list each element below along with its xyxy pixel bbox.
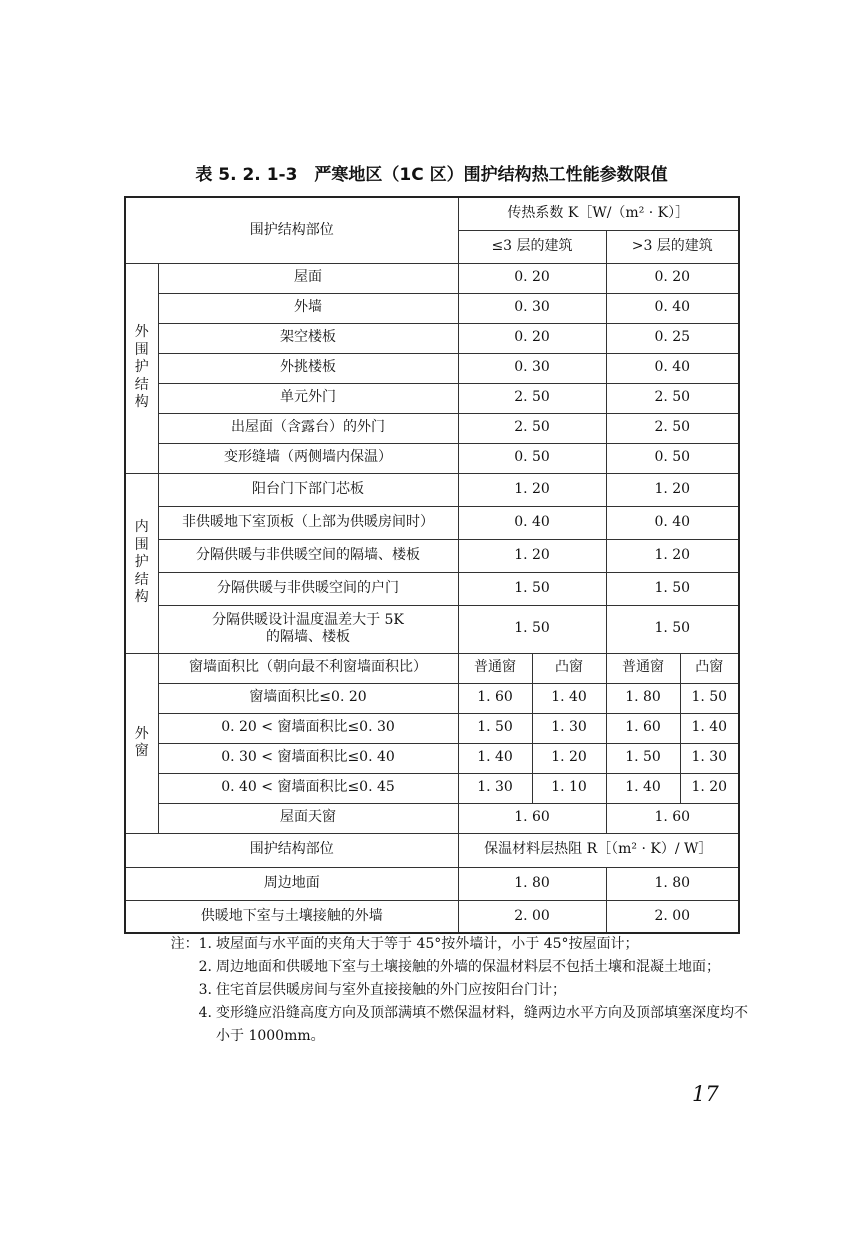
value-cell: 0. 30 — [458, 353, 606, 383]
row-label: 屋面天窗 — [158, 803, 458, 833]
value-cell: 2. 50 — [458, 383, 606, 413]
note-item — [160, 956, 750, 979]
r-header-part-cell: 围护结构部位 — [125, 833, 458, 867]
row-label: 窗墙面积比≤0. 20 — [158, 683, 458, 713]
value-cell: 1. 60 — [606, 713, 680, 743]
value-cell: 1. 40 — [680, 713, 739, 743]
value-cell: 2. 50 — [606, 413, 739, 443]
value-cell: 1. 40 — [532, 683, 606, 713]
value-cell: 1. 60 — [458, 683, 532, 713]
group-inner-envelope: 内 围 护 结 构 — [125, 473, 158, 653]
value-cell: 1. 20 — [606, 473, 739, 506]
value-cell: 1. 50 — [680, 683, 739, 713]
row-label: 周边地面 — [125, 867, 458, 900]
thermal-parameter-table — [124, 196, 740, 934]
note-prefix: 2. — [198, 959, 212, 975]
row-label: 出屋面（含露台）的外门 — [158, 413, 458, 443]
value-cell: 0. 20 — [458, 323, 606, 353]
value-cell: 0. 40 — [606, 506, 739, 539]
note-prefix: 3. — [198, 982, 212, 998]
header-part-cell: 围护结构部位 — [125, 197, 458, 263]
subheader-cell: 普通窗 — [458, 653, 532, 683]
row-label: 外挑楼板 — [158, 353, 458, 383]
group-outer-envelope: 外 围 护 结 构 — [125, 263, 158, 473]
row-label — [158, 605, 458, 653]
row-label-line: 分隔供暖设计温度温差大于 5K — [212, 611, 404, 628]
header-k-cell: 传热系数 K［W/（m² · K）］ — [458, 197, 739, 230]
value-cell: 1. 20 — [458, 539, 606, 572]
note-text: 变形缝应沿缝高度方向及顶部满填不燃保温材料，缝两边水平方向及顶部填塞深度均不小于 1000mm。 — [216, 1005, 748, 1044]
row-label: 架空楼板 — [158, 323, 458, 353]
row-label: 屋面 — [158, 263, 458, 293]
row-label: 非供暖地下室顶板（上部为供暖房间时） — [158, 506, 458, 539]
subheader-cell: 普通窗 — [606, 653, 680, 683]
note-prefix: 注：1. — [170, 936, 212, 952]
value-cell: 1. 20 — [458, 473, 606, 506]
value-cell: 0. 30 — [458, 293, 606, 323]
value-cell: 0. 25 — [606, 323, 739, 353]
value-cell: 1. 40 — [606, 773, 680, 803]
value-cell: 1. 30 — [532, 713, 606, 743]
note-text: 坡屋面与水平面的夹角大于等于 45°按外墙计，小于 45°按屋面计； — [216, 936, 639, 952]
value-cell: 1. 80 — [458, 867, 606, 900]
header-gt3-cell: >3 层的建筑 — [606, 230, 739, 263]
value-cell: 1. 50 — [458, 605, 606, 653]
row-label: 分隔供暖与非供暖空间的隔墙、楼板 — [158, 539, 458, 572]
group-exterior-window: 外 窗 — [125, 653, 158, 833]
row-label: 变形缝墙（两侧墙内保温） — [158, 443, 458, 473]
row-label: 0. 40 < 窗墙面积比≤0. 45 — [158, 773, 458, 803]
value-cell: 1. 50 — [606, 572, 739, 605]
row-label: 分隔供暖与非供暖空间的户门 — [158, 572, 458, 605]
value-cell: 0. 40 — [606, 353, 739, 383]
note-item — [160, 979, 750, 1002]
row-label-line: 的隔墙、楼板 — [266, 629, 350, 645]
value-cell: 2. 00 — [606, 900, 739, 933]
value-cell: 1. 20 — [606, 539, 739, 572]
notes-section — [160, 933, 750, 1048]
value-cell: 0. 20 — [606, 263, 739, 293]
note-text: 周边地面和供暖地下室与土壤接触的外墙的保温材料层不包括土壤和混凝土地面； — [216, 959, 720, 975]
row-label: 0. 20 < 窗墙面积比≤0. 30 — [158, 713, 458, 743]
table-title: 表 5. 2. 1-3 严寒地区（1C 区）围护结构热工性能参数限值 — [195, 165, 668, 185]
value-cell: 1. 20 — [532, 743, 606, 773]
note-prefix: 4. — [198, 1005, 212, 1021]
value-cell: 1. 50 — [606, 743, 680, 773]
page-number: 17 — [692, 1082, 719, 1106]
row-label: 0. 30 < 窗墙面积比≤0. 40 — [158, 743, 458, 773]
row-label: 单元外门 — [158, 383, 458, 413]
value-cell: 1. 50 — [458, 713, 532, 743]
value-cell: 1. 30 — [458, 773, 532, 803]
value-cell: 2. 00 — [458, 900, 606, 933]
value-cell: 1. 50 — [458, 572, 606, 605]
value-cell: 1. 60 — [458, 803, 606, 833]
value-cell: 1. 10 — [532, 773, 606, 803]
subheader-cell: 凸窗 — [532, 653, 606, 683]
note-text: 住宅首层供暖房间与室外直接接触的外门应按阳台门计； — [216, 982, 566, 998]
value-cell: 2. 50 — [606, 383, 739, 413]
r-header-cell: 保温材料层热阻 R［（m² · K）/ W］ — [458, 833, 739, 867]
value-cell: 0. 40 — [458, 506, 606, 539]
value-cell: 1. 80 — [606, 683, 680, 713]
row-label: 外墙 — [158, 293, 458, 323]
row-label: 窗墙面积比（朝向最不利窗墙面积比） — [158, 653, 458, 683]
note-item — [160, 933, 750, 956]
subheader-cell: 凸窗 — [680, 653, 739, 683]
value-cell: 2. 50 — [458, 413, 606, 443]
header-le3-cell: ≤3 层的建筑 — [458, 230, 606, 263]
value-cell: 1. 80 — [606, 867, 739, 900]
row-label: 阳台门下部门芯板 — [158, 473, 458, 506]
value-cell: 1. 30 — [680, 743, 739, 773]
note-item — [160, 1002, 750, 1048]
row-label: 供暖地下室与土壤接触的外墙 — [125, 900, 458, 933]
value-cell: 0. 50 — [606, 443, 739, 473]
value-cell: 1. 60 — [606, 803, 739, 833]
value-cell: 1. 40 — [458, 743, 532, 773]
value-cell: 0. 20 — [458, 263, 606, 293]
value-cell: 0. 50 — [458, 443, 606, 473]
value-cell: 1. 20 — [680, 773, 739, 803]
value-cell: 1. 50 — [606, 605, 739, 653]
value-cell: 0. 40 — [606, 293, 739, 323]
